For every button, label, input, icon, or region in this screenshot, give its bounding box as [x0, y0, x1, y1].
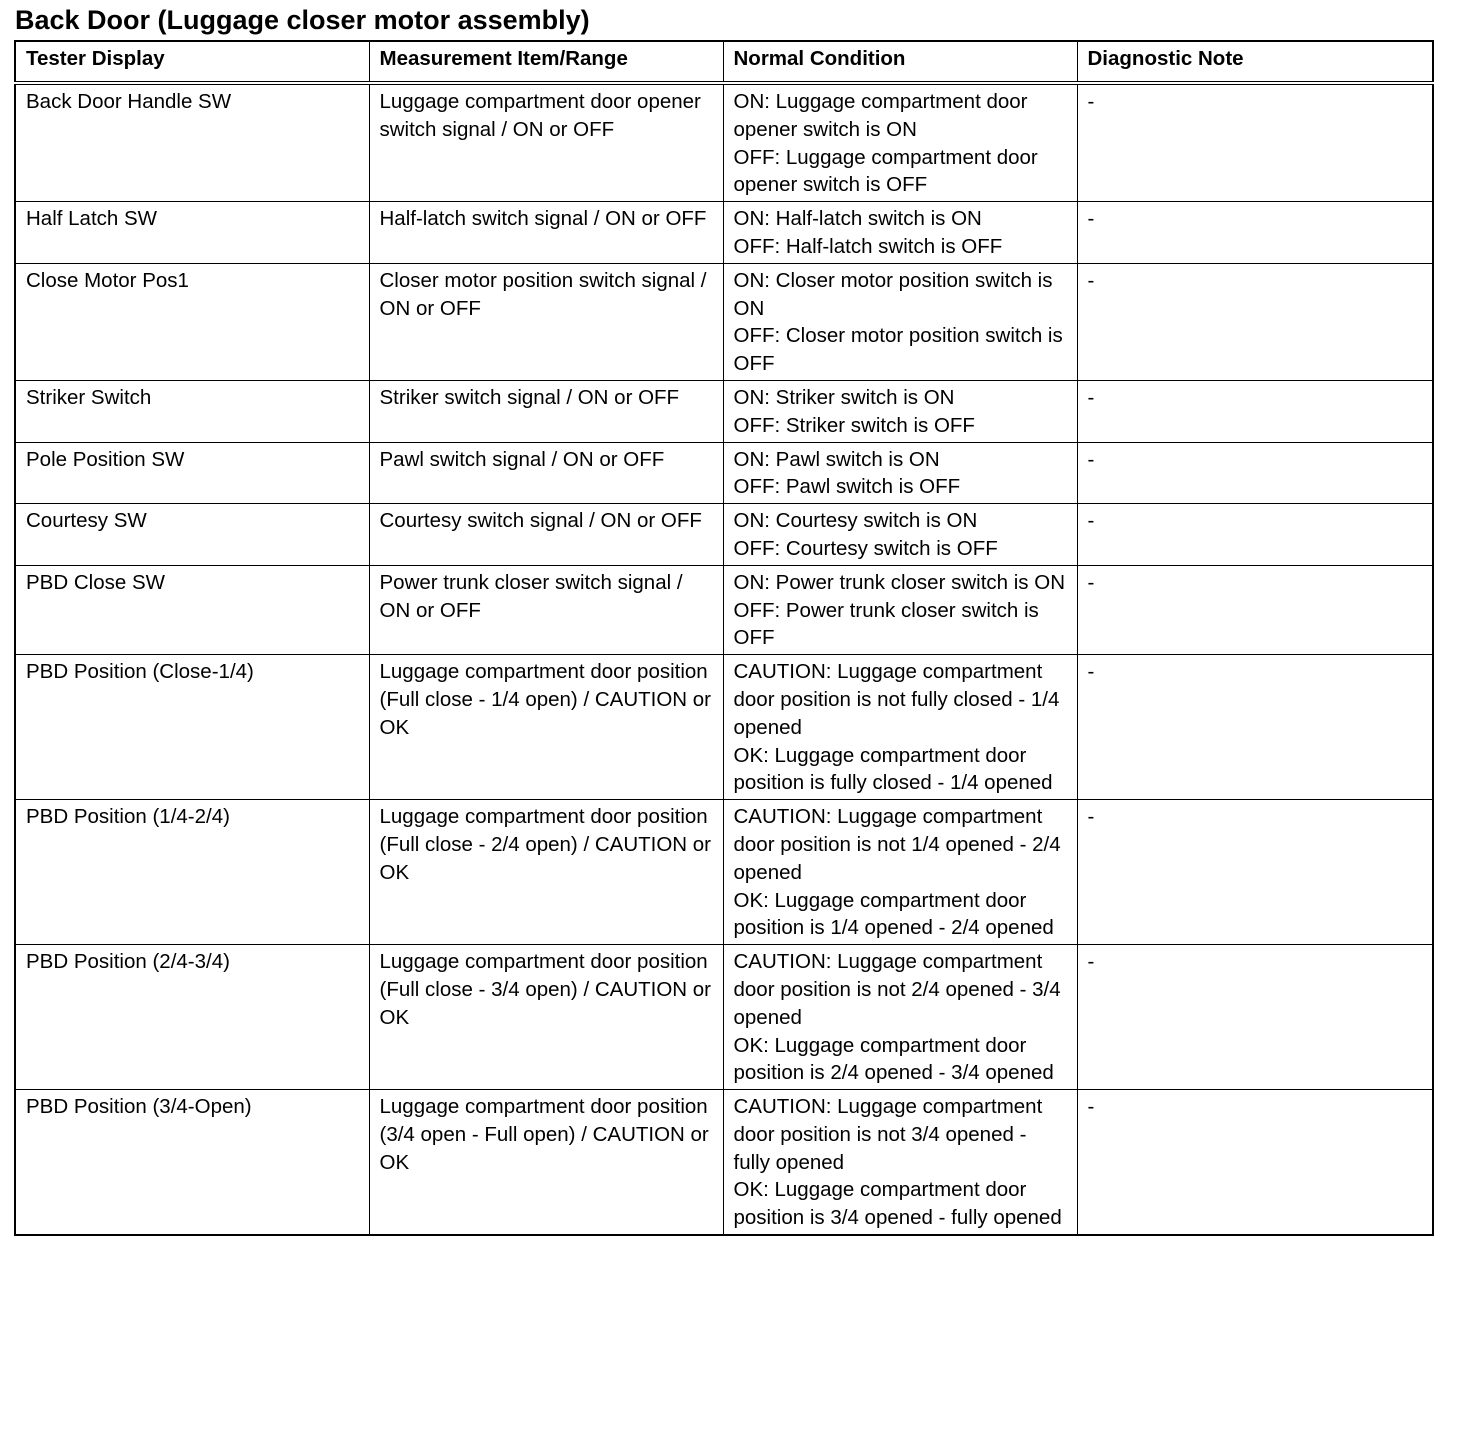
- diagnostic-note-cell: [1077, 655, 1433, 800]
- measurement-cell: [369, 380, 723, 442]
- column-header-diagnostic-note: Diagnostic Note: [1077, 41, 1433, 83]
- measurement-cell: [369, 565, 723, 654]
- measurement-text: Power trunk closer switch signal / ON or OFF: [379, 570, 689, 622]
- diagnostic-note-text: -: [1087, 268, 1095, 292]
- table-row: [15, 83, 1433, 202]
- measurement-text: Closer motor position switch signal / ON or OFF: [379, 268, 713, 320]
- diagnostic-note-cell: [1077, 1090, 1433, 1235]
- diagnostic-note-cell: [1077, 565, 1433, 654]
- page-title: Back Door (Luggage closer motor assembly): [15, 5, 590, 35]
- normal-condition-on-text: ON: Striker switch is ON: [733, 385, 955, 409]
- table-row: [15, 380, 1433, 442]
- table-row: [15, 202, 1433, 264]
- diagnostic-note-text: -: [1087, 509, 1095, 533]
- normal-condition-off-text: OK: Luggage compartment door position is 2/4 opened - 3/4 opened: [733, 1033, 1054, 1085]
- table-row: [15, 1090, 1433, 1235]
- normal-condition-cell: [723, 504, 1077, 566]
- tester-display-cell: [15, 442, 369, 504]
- normal-condition-off-text: OK: Luggage compartment door position is fully closed - 1/4 opened: [733, 743, 1053, 795]
- measurement-text: Luggage compartment door position (3/4 open - Full open) / CAUTION or OK: [379, 1095, 715, 1174]
- normal-condition-cell: [723, 83, 1077, 202]
- diagnostic-note-text: -: [1087, 447, 1095, 471]
- normal-condition-on-text: ON: Power trunk closer switch is ON: [733, 570, 1065, 594]
- normal-condition-on-text: ON: Closer motor position switch is ON: [733, 268, 1059, 320]
- column-header-measurement: Measurement Item/Range: [369, 41, 723, 83]
- normal-condition-off-text: OFF: Courtesy switch is OFF: [733, 536, 998, 560]
- measurement-cell: [369, 945, 723, 1090]
- measurement-cell: [369, 442, 723, 504]
- table-row: [15, 800, 1433, 945]
- measurement-text: Luggage compartment door position (Full close - 2/4 open) / CAUTION or OK: [379, 805, 717, 884]
- normal-condition-on-text: CAUTION: Luggage compartment door position is not fully closed - 1/4 opened: [733, 660, 1066, 739]
- normal-condition-cell: [723, 565, 1077, 654]
- tester-display-cell: [15, 655, 369, 800]
- tester-display-text: Close Motor Pos1: [26, 268, 189, 292]
- tester-display-text: PBD Close SW: [26, 570, 165, 594]
- tester-display-cell: [15, 83, 369, 202]
- tester-display-text: Courtesy SW: [26, 509, 147, 533]
- tester-display-cell: [15, 263, 369, 380]
- measurement-text: Striker switch signal / ON or OFF: [379, 385, 680, 409]
- measurement-text: Half-latch switch signal / ON or OFF: [379, 207, 707, 231]
- diagnostic-note-text: -: [1087, 570, 1095, 594]
- normal-condition-on-text: ON: Luggage compartment door opener switch is ON: [733, 90, 1034, 141]
- normal-condition-cell: [723, 380, 1077, 442]
- diagnostic-note-cell: [1077, 504, 1433, 566]
- tester-display-text: Striker Switch: [26, 385, 152, 409]
- tester-display-cell: [15, 380, 369, 442]
- normal-condition-on-text: CAUTION: Luggage compartment door position is not 1/4 opened - 2/4 opened: [733, 805, 1067, 884]
- table-row: [15, 565, 1433, 654]
- normal-condition-cell: [723, 263, 1077, 380]
- normal-condition-cell: [723, 945, 1077, 1090]
- diagnostic-note-text: -: [1087, 805, 1095, 829]
- tester-display-cell: [15, 504, 369, 566]
- normal-condition-off-text: OFF: Striker switch is OFF: [733, 413, 975, 437]
- normal-condition-on-text: CAUTION: Luggage compartment door position is not 3/4 opened - fully opened: [733, 1095, 1048, 1174]
- normal-condition-on-text: ON: Pawl switch is ON: [733, 447, 940, 471]
- normal-condition-on-text: CAUTION: Luggage compartment door position is not 2/4 opened - 3/4 opened: [733, 950, 1067, 1029]
- diagnostic-note-cell: [1077, 442, 1433, 504]
- tester-display-text: Back Door Handle SW: [26, 90, 232, 113]
- data-monitor-table: [14, 40, 1434, 1236]
- diagnostic-note-text: -: [1087, 1095, 1095, 1119]
- normal-condition-cell: [723, 655, 1077, 800]
- normal-condition-off-text: OFF: Power trunk closer switch is OFF: [733, 598, 1045, 650]
- measurement-text: Luggage compartment door opener switch signal / ON or OFF: [379, 90, 707, 141]
- measurement-text: Pawl switch signal / ON or OFF: [379, 447, 665, 471]
- diagnostic-note-text: -: [1087, 385, 1095, 409]
- measurement-cell: [369, 655, 723, 800]
- table-body: [15, 83, 1433, 1235]
- diagnostic-note-cell: [1077, 945, 1433, 1090]
- normal-condition-off-text: OFF: Half-latch switch is OFF: [733, 234, 1003, 258]
- normal-condition-off-text: OFF: Pawl switch is OFF: [733, 475, 961, 499]
- tester-display-cell: [15, 1090, 369, 1235]
- diagnostic-note-cell: [1077, 263, 1433, 380]
- diagnostic-note-text: -: [1087, 950, 1095, 974]
- table-row: [15, 442, 1433, 504]
- normal-condition-on-text: ON: Courtesy switch is ON: [733, 509, 978, 533]
- normal-condition-off-text: OFF: Closer motor position switch is OFF: [733, 324, 1069, 376]
- tester-display-cell: [15, 945, 369, 1090]
- table-row: [15, 655, 1433, 800]
- tester-display-text: PBD Position (Close-1/4): [26, 660, 254, 684]
- tester-display-text: Pole Position SW: [26, 447, 185, 471]
- measurement-cell: [369, 504, 723, 566]
- measurement-cell: [369, 1090, 723, 1235]
- measurement-cell: [369, 800, 723, 945]
- measurement-cell: [369, 83, 723, 202]
- tester-display-text: PBD Position (2/4-3/4): [26, 950, 230, 974]
- table-row: [15, 263, 1433, 380]
- diagnostic-note-text: -: [1087, 207, 1095, 231]
- diagnostic-note-text: -: [1087, 90, 1095, 113]
- diagnostic-note-cell: [1077, 800, 1433, 945]
- measurement-text: Luggage compartment door position (Full close - 3/4 open) / CAUTION or OK: [379, 950, 717, 1029]
- normal-condition-cell: [723, 800, 1077, 945]
- table-row: [15, 504, 1433, 566]
- diagnostic-note-text: -: [1087, 660, 1095, 684]
- diagnostic-note-cell: [1077, 380, 1433, 442]
- normal-condition-cell: [723, 442, 1077, 504]
- measurement-cell: [369, 263, 723, 380]
- tester-display-cell: [15, 565, 369, 654]
- tester-display-text: PBD Position (1/4-2/4): [26, 805, 230, 829]
- tester-display-text: PBD Position (3/4-Open): [26, 1095, 252, 1119]
- normal-condition-cell: [723, 1090, 1077, 1235]
- diagnostic-note-cell: [1077, 83, 1433, 202]
- normal-condition-off-text: OK: Luggage compartment door position is 3/4 opened - fully opened: [733, 1178, 1062, 1230]
- normal-condition-cell: [723, 202, 1077, 264]
- table-header-row: [15, 41, 1433, 83]
- measurement-text: Luggage compartment door position (Full close - 1/4 open) / CAUTION or OK: [379, 660, 717, 739]
- column-header-tester-display: Tester Display: [15, 41, 369, 83]
- normal-condition-off-text: OFF: Luggage compartment door opener switch is OFF: [733, 145, 1044, 197]
- table-row: [15, 945, 1433, 1090]
- measurement-cell: [369, 202, 723, 264]
- normal-condition-on-text: ON: Half-latch switch is ON: [733, 207, 982, 231]
- measurement-text: Courtesy switch signal / ON or OFF: [379, 509, 702, 533]
- diagnostic-note-cell: [1077, 202, 1433, 264]
- normal-condition-off-text: OK: Luggage compartment door position is 1/4 opened - 2/4 opened: [733, 888, 1054, 940]
- tester-display-text: Half Latch SW: [26, 207, 158, 231]
- tester-display-cell: [15, 202, 369, 264]
- column-header-normal-condition: Normal Condition: [723, 41, 1077, 83]
- tester-display-cell: [15, 800, 369, 945]
